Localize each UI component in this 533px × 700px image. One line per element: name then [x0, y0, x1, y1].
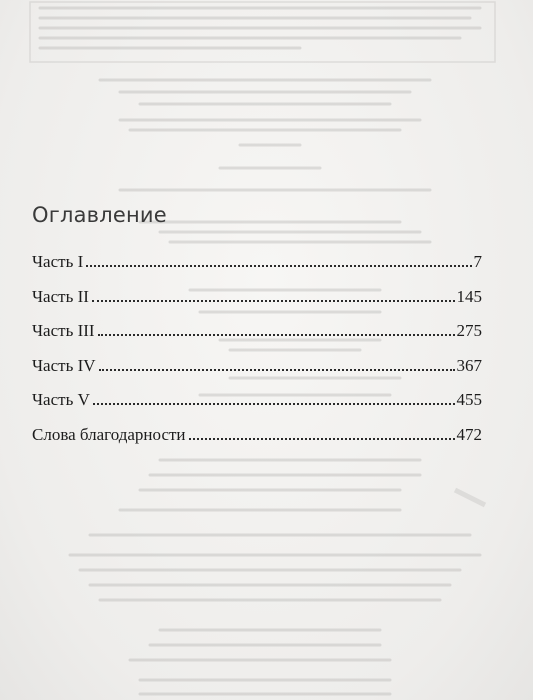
toc-entry-label: Часть IV	[32, 355, 96, 375]
table-of-contents	[32, 252, 482, 459]
toc-entry-label: Часть III	[32, 321, 95, 340]
toc-heading: Оглавление	[32, 203, 167, 227]
toc-entry-page: 455	[456, 390, 482, 409]
dot-leader	[99, 368, 455, 371]
toc-entry-page: 7	[473, 252, 482, 271]
toc-entry-part-2	[32, 287, 482, 322]
toc-entry-page: 367	[456, 355, 482, 375]
dot-leader	[98, 333, 455, 336]
toc-entry-part-3	[32, 321, 482, 356]
dot-leader	[189, 437, 455, 440]
dot-leader	[92, 299, 455, 302]
toc-entry-part-5	[32, 390, 482, 425]
toc-entry-part-1	[32, 252, 482, 287]
toc-entry-page: 275	[456, 321, 482, 340]
toc-entry-page: 145	[456, 286, 482, 306]
toc-entry-acknowledgements	[32, 425, 482, 460]
toc-entry-label: Часть I	[32, 252, 84, 271]
toc-entry-label: Часть V	[32, 390, 90, 409]
toc-entry-page: 472	[456, 424, 482, 444]
toc-entry-label: Часть II	[32, 286, 89, 306]
dot-leader	[86, 264, 471, 267]
toc-entry-part-4	[32, 356, 482, 391]
dot-leader	[93, 402, 455, 405]
toc-entry-label: Слова благодарности	[32, 424, 186, 444]
